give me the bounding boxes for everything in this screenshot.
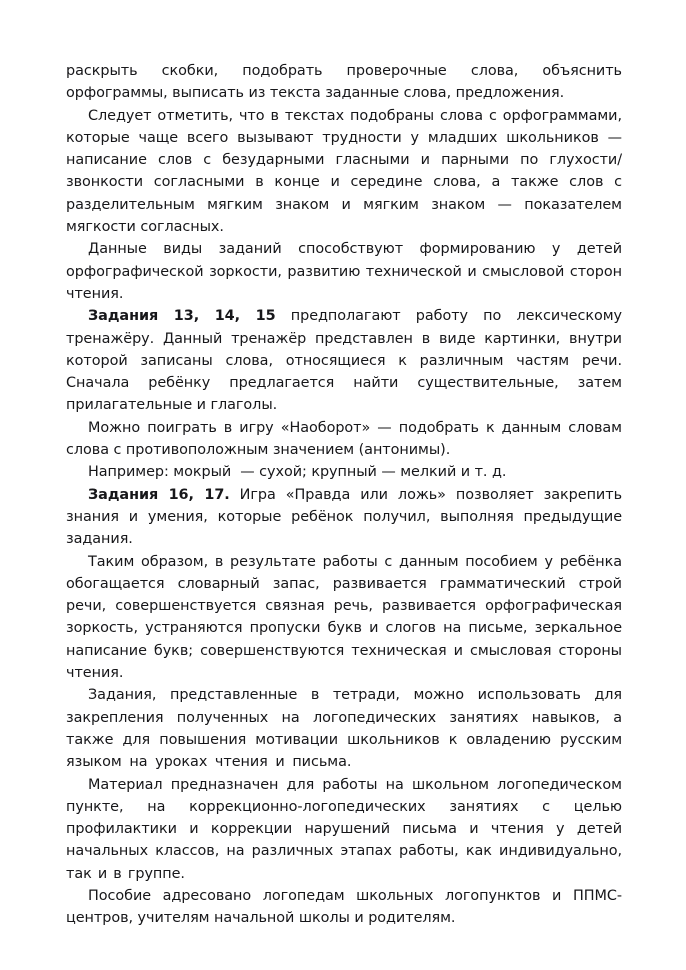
paragraph-5: Можно поиграть в игру «Наоборот» — подобрать к данным словам слова с противоположным значением (антонимы). [66, 419, 622, 459]
paragraph-10: Материал предназначен для работы на школьном логопедическом пункте, на коррекционно-логопедических занятиях с целью профилактики и коррекции нарушений письма и чтения у детей начальных классов, на различных этапах работы, как индивидуально, так и в группе. [66, 776, 622, 882]
paragraph-2: Следует отметить, что в текстах подобраны слова с орфограммами, которые чаще всего вызывают трудности у младших школьников — написание слов с безударными гласными и парными по глухости/звонкости согласными в конце и середине слова, а также слов с разделительным мягким знаком и мягким знаком — показателем мягкости согласных. [66, 107, 622, 236]
paragraph-4-body: предполагают работу по лексическому тренажёру. Данный тренажёр представлен в виде картинки, внутри которой записаны слова, относящиеся к различным частям речи. Сначала ребёнку предлагается найти существительные, затем прилагательные и глаголы. [66, 308, 622, 414]
paragraph-6-example [66, 461, 622, 483]
paragraph-6-prefix: Например: мокрый [88, 464, 232, 481]
paragraph-9: Задания, представленные в тетради, можно использовать для закрепления полученных на логопедических занятиях навыков, а также для повышения мотивации школьников к овладению русским языком на уроках чтения и письма. [66, 687, 622, 771]
paragraph-6-body: — сухой; крупный — мелкий и т. д. [240, 464, 507, 481]
paragraph-1: раскрыть скобки, подобрать проверочные слова, объяснить орфограммы, выписать из текста заданные слова, предложения. [66, 63, 622, 102]
paragraph-7-body: Игра «Правда или ложь» позволяет закрепить знания и умения, которые ребёнок получил, выполняя предыдущие задания. [66, 486, 622, 548]
paragraph-7-bold-lead: Задания 16, 17. [88, 486, 230, 503]
paragraph-4-bold-lead: Задания 13, 14, 15 [88, 308, 276, 325]
body-text-column [66, 60, 622, 930]
paragraph-8: Таким образом, в результате работы с данным пособием у ребёнка обогащается словарный запас, развивается грамматический строй речи, совершенствуется связная речь, развивается орфографическая зоркость, устраняются пропуски букв и слогов на письме, зеркальное написание букв; совершенствуются техническая и смысловая стороны чтения. [66, 553, 622, 682]
paragraph-11: Пособие адресовано логопедам школьных логопунктов и ППМС-центров, учителям начальной школы и родителям. [66, 887, 622, 927]
paragraph-4-tasks-13-14-15 [66, 305, 622, 416]
paragraph-6-gap [231, 464, 240, 480]
paragraph-3: Данные виды заданий способствуют формированию у детей орфографической зоркости, развитию технической и смысловой сторон чтения. [66, 241, 622, 302]
paragraph-7-tasks-16-17 [66, 484, 622, 551]
